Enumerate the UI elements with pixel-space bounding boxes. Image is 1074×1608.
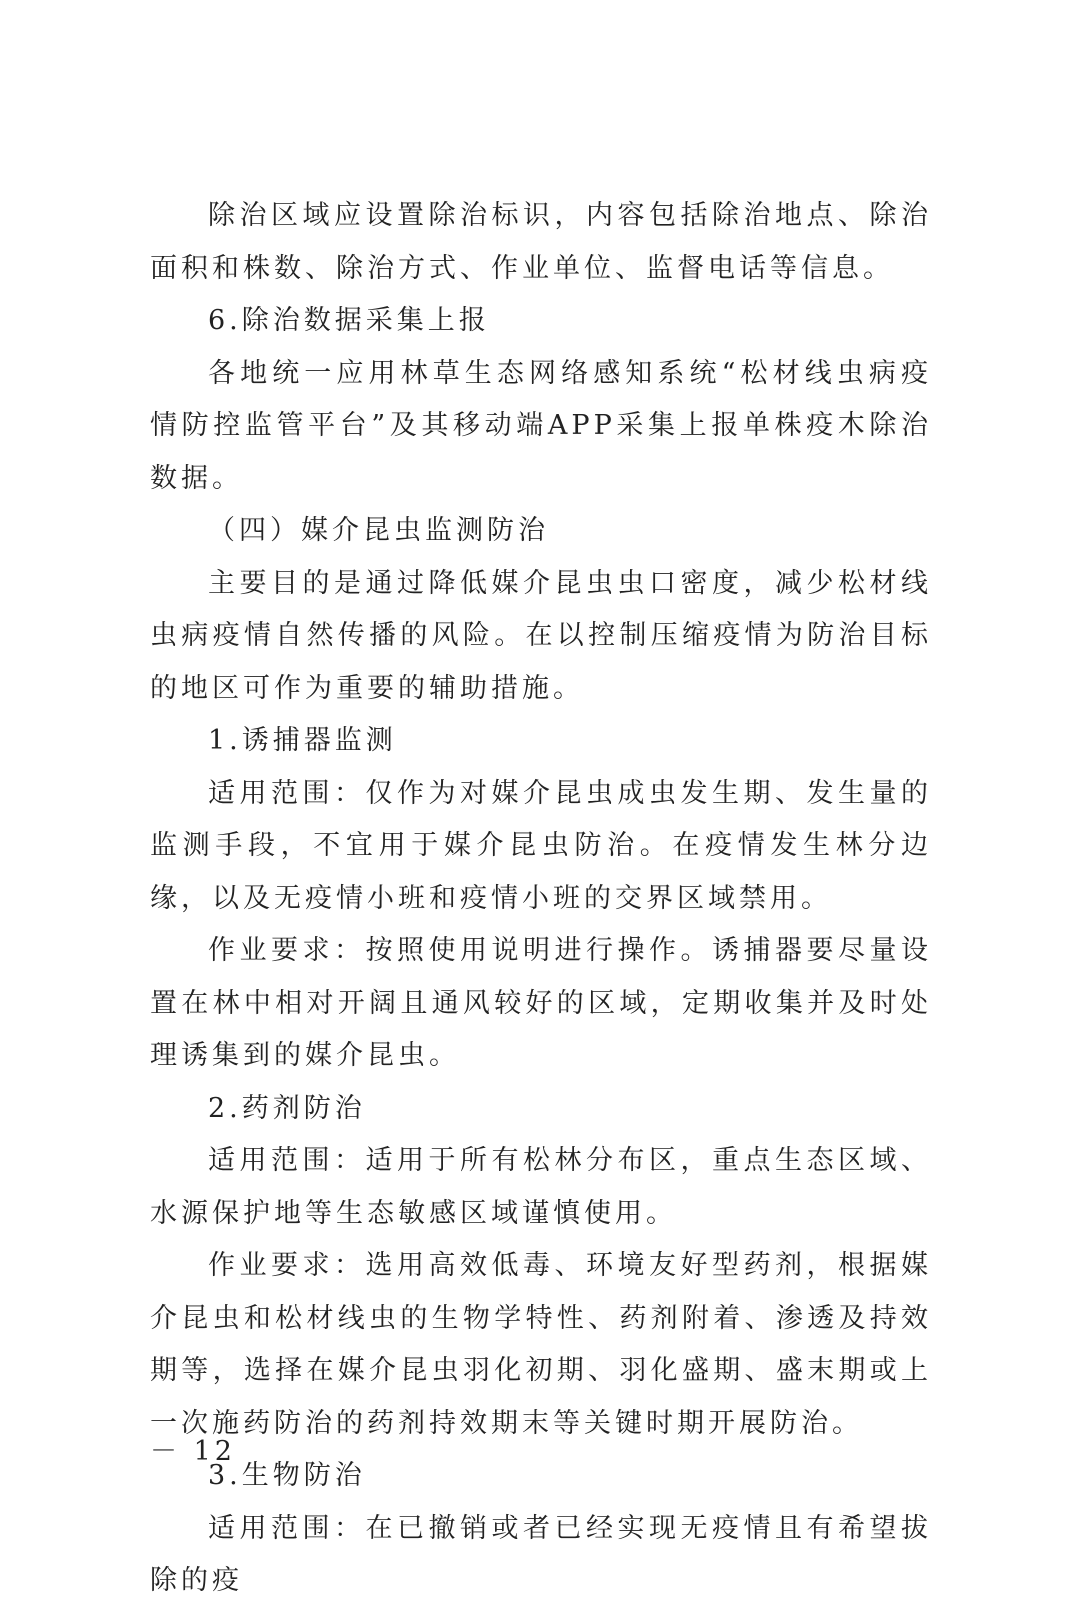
paragraph-main-purpose: 主要目的是通过降低媒介昆虫虫口密度，减少松材线虫病疫情自然传播的风险。在以控制压缩疫情为防治目标的地区可作为重要的辅助措施。 (150, 567, 932, 704)
heading-trap-monitoring: 1.诱捕器监测 (208, 725, 397, 756)
heading-vector-insects: （四）媒介昆虫监测防治 (208, 515, 549, 546)
paragraph-chemical-requirements: 作业要求：选用高效低毒、环境友好型药剂，根据媒介昆虫和松材线虫的生物学特性、药剂附着、渗透及持效期等，选择在媒介昆虫羽化初期、羽化盛期、盛末期或上一次施药防治的药剂持效期末等关键时期开展防治。 (150, 1250, 932, 1439)
page-number: － 12 (150, 1436, 236, 1467)
heading-data-collection: 6.除治数据采集上报 (208, 305, 490, 336)
paragraph-trap-requirements: 作业要求：按照使用说明进行操作。诱捕器要尽量设置在林中相对开阔且通风较好的区域，定期收集并及时处理诱集到的媒介昆虫。 (150, 935, 932, 1071)
heading-chemical-control: 2.药剂防治 (208, 1092, 366, 1124)
paragraph-trap-scope: 适用范围：仅作为对媒介昆虫成虫发生期、发生量的监测手段，不宜用于媒介昆虫防治。在疫情发生林分边缘，以及无疫情小班和疫情小班的交界区域禁用。 (150, 777, 932, 914)
paragraph-biological-scope: 适用范围：在已撤销或者已经实现无疫情且有希望拔除的疫 (150, 1512, 932, 1596)
paragraph-treatment-signage: 除治区域应设置除治标识，内容包括除治地点、除治面积和株数、除治方式、作业单位、监督电话等信息。 (150, 200, 932, 284)
paragraph-chemical-scope: 适用范围：适用于所有松林分布区，重点生态区域、水源保护地等生态敏感区域谨慎使用。 (150, 1145, 932, 1229)
body-text (150, 190, 932, 1608)
heading-biological-control: 3.生物防治 (208, 1460, 366, 1491)
paragraph-platform-reporting: 各地统一应用林草生态网络感知系统“松材线虫病疫情防控监管平台”及其移动端APP采集上报单株疫木除治数据。 (150, 357, 932, 494)
